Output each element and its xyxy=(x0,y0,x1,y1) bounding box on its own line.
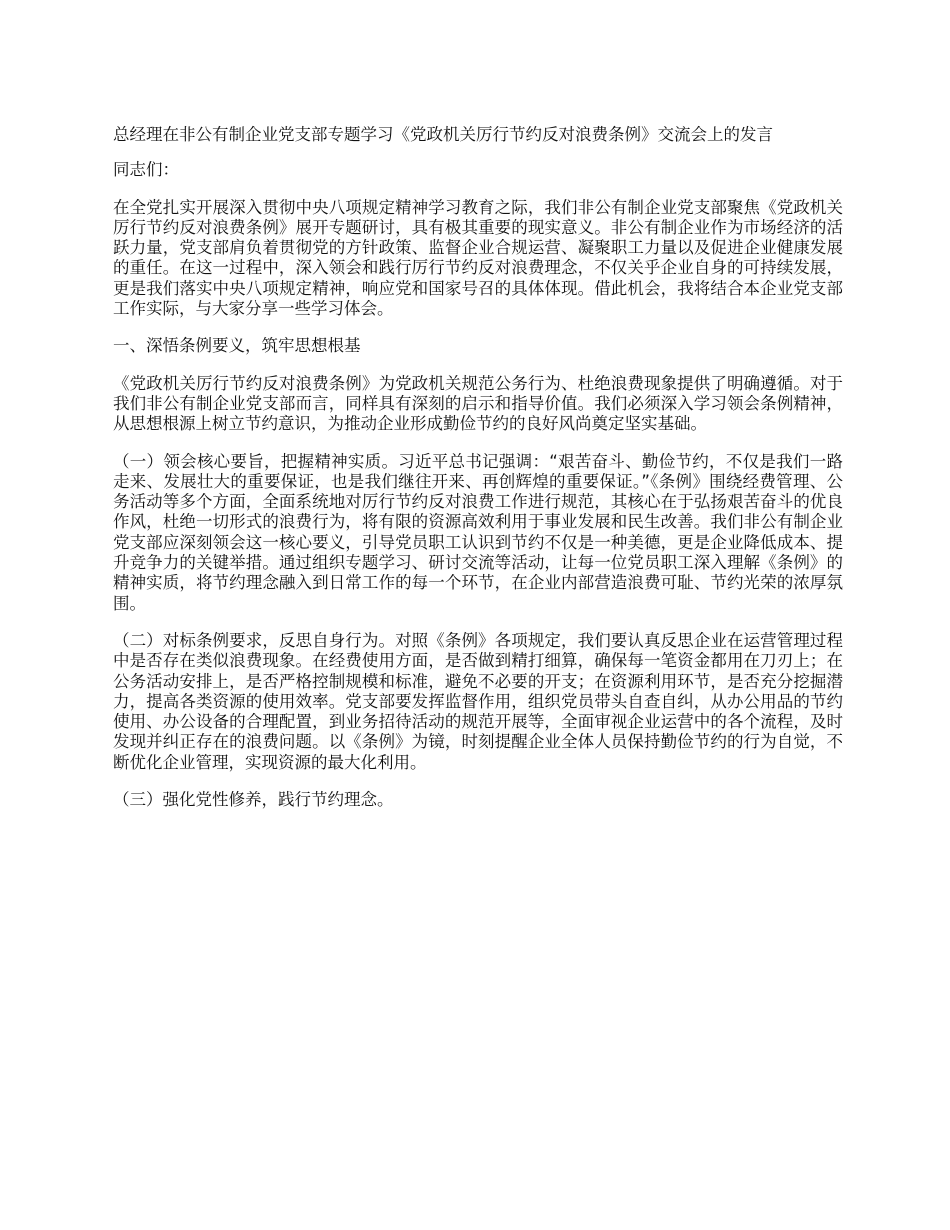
subsection-3-heading: （三）强化党性修养，践行节约理念。 xyxy=(113,790,394,810)
document-title: 总经理在非公有制企业党支部专题学习《党政机关厉行节约反对浪费条例》交流会上的发言 xyxy=(113,125,773,144)
subsection-2-paragraph: （二）对标条例要求，反思自身行为。对照《条例》各项规定，我们要认真反思企业在运营管理过程中是否存在类似浪费现象。在经费使用方面，是否做到精打细算，确保每一笔资金都用在刀刃上；在公务活动安排上，是否严格控制规模和标准，避免不必要的开支；在资源利用环节，是否充分挖掘潜力，提高各类资源的使用效率。党支部要发挥监督作用，组织党员带头自查自纠，从办公用品的节约使用、办公设备的合理配置，到业务招待活动的规范开展等，全面审视企业运营中的各个流程，及时发现并纠正存在的浪费问题。以《条例》为镜，时刻提醒企业全体人员保持勤俭节约的行为自觉，不断优化企业管理，实现资源的最大化利用。 xyxy=(113,630,843,772)
document-body xyxy=(113,125,843,827)
salutation: 同志们： xyxy=(113,160,179,180)
subsection-1-paragraph: （一）领会核心要旨，把握精神实质。习近平总书记强调：“艰苦奋斗、勤俭节约，不仅是我们一路走来、发展壮大的重要保证，也是我们继往开来、再创辉煌的重要保证。”《条例》围绕经费管理、公务活动等多个方面，全面系统地对厉行节约反对浪费工作进行规范，其核心在于弘扬艰苦奋斗的优良作风，杜绝一切形式的浪费行为，将有限的资源高效利用于事业发展和民生改善。我们非公有制企业党支部应深刻领会这一核心要义，引导党员职工认识到节约不仅是一种美德，更是企业降低成本、提升竞争力的关键举措。通过组织专题学习、研讨交流等活动，让每一位党员职工深入理解《条例》的精神实质，将节约理念融入到日常工作的每一个环节，在企业内部营造浪费可耻、节约光荣的浓厚氛围。 xyxy=(113,451,843,613)
section-heading-1: 一、深悟条例要义，筑牢思想根基 xyxy=(113,336,361,356)
intro-paragraph: 在全党扎实开展深入贯彻中央八项规定精神学习教育之际，我们非公有制企业党支部聚焦《党政机关厉行节约反对浪费条例》展开专题研讨，具有极其重要的现实意义。非公有制企业作为市场经济的活跃力量，党支部肩负着贯彻党的方针政策、监督企业合规运营、凝聚职工力量以及促进企业健康发展的重任。在这一过程中，深入领会和践行厉行节约反对浪费理念，不仅关乎企业自身的可持续发展，更是我们落实中央八项规定精神，响应党和国家号召的具体体现。借此机会，我将结合本企业党支部工作实际，与大家分享一些学习体会。 xyxy=(113,197,843,319)
section-1-paragraph: 《党政机关厉行节约反对浪费条例》为党政机关规范公务行为、杜绝浪费现象提供了明确遵循。对于我们非公有制企业党支部而言，同样具有深刻的启示和指导价值。我们必须深入学习领会条例精神，从思想根源上树立节约意识，为推动企业形成勤俭节约的良好风尚奠定坚实基础。 xyxy=(113,373,843,434)
